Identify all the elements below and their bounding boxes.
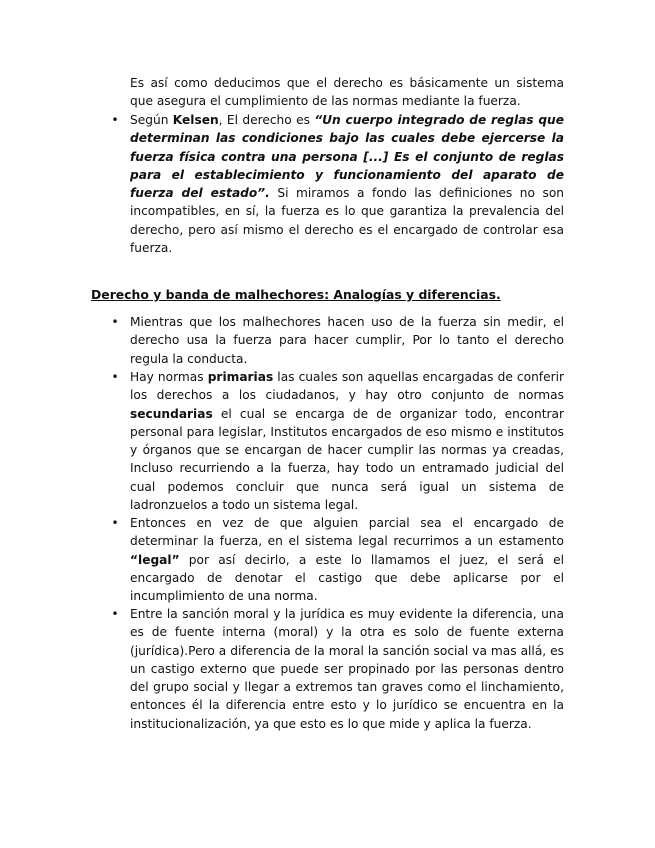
list-item-3 xyxy=(111,514,564,605)
list-item-text: Hay normas xyxy=(130,370,208,384)
list-item-text: Mientras que los malhechores hacen uso de la fuerza sin medir, el derecho usa la fuerza para hacer cumplir, Por lo tanto el derecho regula la conducta. xyxy=(130,315,564,366)
section-heading: Derecho y banda de malhechores: Analogías y diferencias. xyxy=(91,287,501,302)
list-item-4 xyxy=(111,605,564,733)
kelsen-followup: Si miramos a fondo las definiciones no son incompatibles, en sí, la fuerza es lo que garantiza la prevalencia del derecho, pero así mismo el derecho es el encargado de controlar esa fuerza. xyxy=(130,186,565,256)
intro-paragraph: Es así como deducimos que el derecho es básicamente un sistema que asegura el cumplimiento de las normas mediante la fuerza. xyxy=(130,76,564,109)
kelsen-prefix: Según xyxy=(130,113,173,127)
kelsen-quote: “Un cuerpo integrado de reglas que determinan las condiciones bajo las cuales debe ejercerse la fuerza física contra una persona [...] Es el conjunto de reglas para el establecimiento y funcionamiento del aparato de fuerza del estado”. xyxy=(130,113,564,201)
term-legal: “legal” xyxy=(130,552,180,567)
bullet-icon: • xyxy=(111,370,119,384)
kelsen-middle: , El derecho es xyxy=(218,113,315,127)
list-item-2 xyxy=(111,368,564,514)
list-item-text: Entre la sanción moral y la jurídica es muy evidente la diferencia, una es de fuente interna (moral) y la otra es solo de fuente externa (jurídica).Pero a diferencia de la moral la sanción social va mas allá, es un castigo externo que puede ser propinado por las personas dentro del grupo social y llegar a extremos tan graves como el linchamiento, entonces él la diferencia entre esto y lo jurídico se encuentra en la institucionalización, ya que esto es lo que mide y aplica la fuerza. xyxy=(130,607,564,731)
list-item-kelsen xyxy=(111,111,565,257)
bullet-icon: • xyxy=(111,315,119,329)
list-item-text: las cuales son aquellas encargadas de conferir los derechos a los ciudadanos, y hay otro conjunto de normas xyxy=(130,370,564,403)
list-item-1 xyxy=(111,313,564,368)
kelsen-author: Kelsen xyxy=(172,113,219,127)
list-item-text: el cual se encarga de de organizar todo, encontrar personal para legislar, Institutos encargados de eso mismo e institutos y órganos que se encargan de hacer cumplir las normas ya creadas, Incluso recurriendo a la fuerza, hay todo un entramado judicial del cual podemos concluir que nunca será igual un sistema de ladronzuelos a todo un sistema legal. xyxy=(130,406,564,513)
term-primarias: primarias xyxy=(207,370,274,384)
bullet-icon: • xyxy=(111,607,119,621)
list-item-text: Entonces en vez de que alguien parcial sea el encargado de determinar la fuerza, en el sistema legal recurrimos a un estamento xyxy=(130,516,564,549)
term-secundarias: secundarias xyxy=(130,406,213,421)
bullet-icon: • xyxy=(111,516,119,530)
list-item-text: por así decirlo, a este lo llamamos el juez, el será el encargado de denotar el castigo que debe aplicarse por el incumplimiento de una norma. xyxy=(130,552,564,604)
bullet-icon: • xyxy=(111,113,119,127)
